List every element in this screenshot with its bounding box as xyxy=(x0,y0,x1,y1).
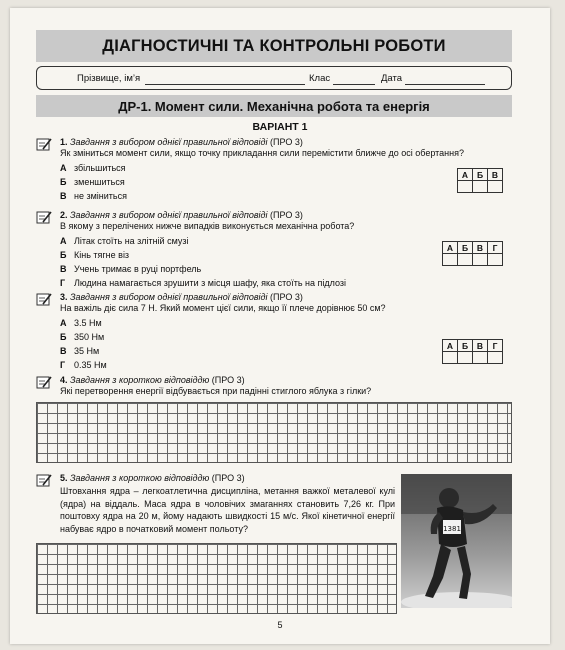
answer-letter: В xyxy=(473,242,488,254)
pencil-paper-icon xyxy=(36,473,52,487)
task-2-question: В якому з перелічених нижче випадків виконується механічна робота? xyxy=(60,221,355,231)
task-3-question: На важіль діє сила 7 Н. Який момент цієї сили, якщо її плече дорівнює 50 см? xyxy=(60,303,386,313)
page-number: 5 xyxy=(277,620,283,630)
answer-letter: В xyxy=(488,169,503,181)
answer-cell[interactable] xyxy=(443,352,458,364)
task-5-answer-grid[interactable] xyxy=(36,543,397,614)
answer-cell[interactable] xyxy=(458,352,473,364)
pencil-paper-icon xyxy=(36,292,52,306)
task-3-option-a: А 3.5 Нм xyxy=(60,318,102,328)
answer-cell[interactable] xyxy=(458,254,473,266)
class-field[interactable] xyxy=(333,84,375,85)
section-banner xyxy=(36,30,512,62)
task-3-header: 3. Завдання з вибором однієї правильної відповіді (ПРО 3) xyxy=(60,292,303,302)
name-field[interactable] xyxy=(145,84,305,85)
answer-cell[interactable] xyxy=(488,254,503,266)
answer-letter: А xyxy=(443,340,458,352)
task-2-option-a: А Літак стоїть на злітній смузі xyxy=(60,236,189,246)
answer-letter: Б xyxy=(473,169,488,181)
task-4-header: 4. Завдання з короткою відповіддю (ПРО 3) xyxy=(60,375,245,385)
task-1-question: Як зміниться момент сили, якщо точку прикладання сили перемістити ближче до осі обертання? xyxy=(60,148,464,158)
task-3-option-c: В 35 Нм xyxy=(60,346,100,356)
workbook-page xyxy=(10,8,550,644)
task-1-option-c: В не зміниться xyxy=(60,191,127,201)
task-2-option-b: Б Кінь тягне віз xyxy=(60,250,130,260)
answer-letter: Б xyxy=(458,242,473,254)
work-title: ДР-1. Момент сили. Механічна робота та енергія xyxy=(118,98,430,114)
answer-letter: Г xyxy=(488,340,503,352)
name-label: Прізвище, ім’я xyxy=(77,73,141,84)
task-5-question: Штовхання ядра – легкоатлетична дисципліна, метання важкої металевої кулі (ядра) на віддаль. Маса ядра в чоловічих змаганнях становить 7,26 кг. При поштовху ядра на 20 м, йому надають швидкості 15 м/с. Якої кінетичної енергії набуває ядро в початковий момент польоту? xyxy=(60,486,395,534)
athlete-bib-number: 1381 xyxy=(443,525,461,533)
answer-cell[interactable] xyxy=(473,352,488,364)
task-2-header: 2. Завдання з вибором однієї правильної відповіді (ПРО 3) xyxy=(60,210,303,220)
student-info-box xyxy=(36,66,512,90)
answer-cell[interactable] xyxy=(443,254,458,266)
variant-label: ВАРІАНТ 1 xyxy=(252,121,308,133)
task-3-option-d: Г 0.35 Нм xyxy=(60,360,107,370)
task-4-question: Які перетворення енергії відбувається при падінні стиглого яблука з гілки? xyxy=(60,386,372,396)
answer-letter: А xyxy=(458,169,473,181)
shot-put-athlete-photo xyxy=(401,474,512,608)
task-1-header: 1. Завдання з вибором однієї правильної відповіді (ПРО 3) xyxy=(60,137,303,147)
answer-letter: В xyxy=(473,340,488,352)
task-1-option-a: А збільшиться xyxy=(60,163,126,173)
pencil-paper-icon xyxy=(36,375,52,389)
task-1-option-b: Б зменшиться xyxy=(60,177,125,187)
task-2-option-d: Г Людина намагається зрушити з місця шафу, яка стоїть на підлозі xyxy=(60,278,346,288)
class-label: Клас xyxy=(309,73,331,84)
task-4-answer-grid[interactable] xyxy=(36,402,512,463)
task-3-option-b: Б 350 Нм xyxy=(60,332,105,342)
task-2-answer-grid xyxy=(442,241,503,266)
date-field[interactable] xyxy=(405,84,485,85)
task-1-answer-grid xyxy=(457,168,503,193)
answer-letter: Б xyxy=(458,340,473,352)
answer-cell[interactable] xyxy=(473,181,488,193)
task-5-header: 5. Завдання з короткою відповіддю (ПРО 3) xyxy=(60,473,245,483)
date-label: Дата xyxy=(381,73,403,84)
answer-cell[interactable] xyxy=(488,181,503,193)
answer-letter: Г xyxy=(488,242,503,254)
work-title-band xyxy=(36,95,512,117)
answer-cell[interactable] xyxy=(488,352,503,364)
answer-letter: А xyxy=(443,242,458,254)
answer-cell[interactable] xyxy=(458,181,473,193)
task-3-answer-grid xyxy=(442,339,503,364)
pencil-paper-icon xyxy=(36,137,52,151)
answer-cell[interactable] xyxy=(473,254,488,266)
section-title: ДІАГНОСТИЧНІ ТА КОНТРОЛЬНІ РОБОТИ xyxy=(102,36,446,55)
task-2-option-c: В Учень тримає в руці портфель xyxy=(60,264,202,274)
pencil-paper-icon xyxy=(36,210,52,224)
